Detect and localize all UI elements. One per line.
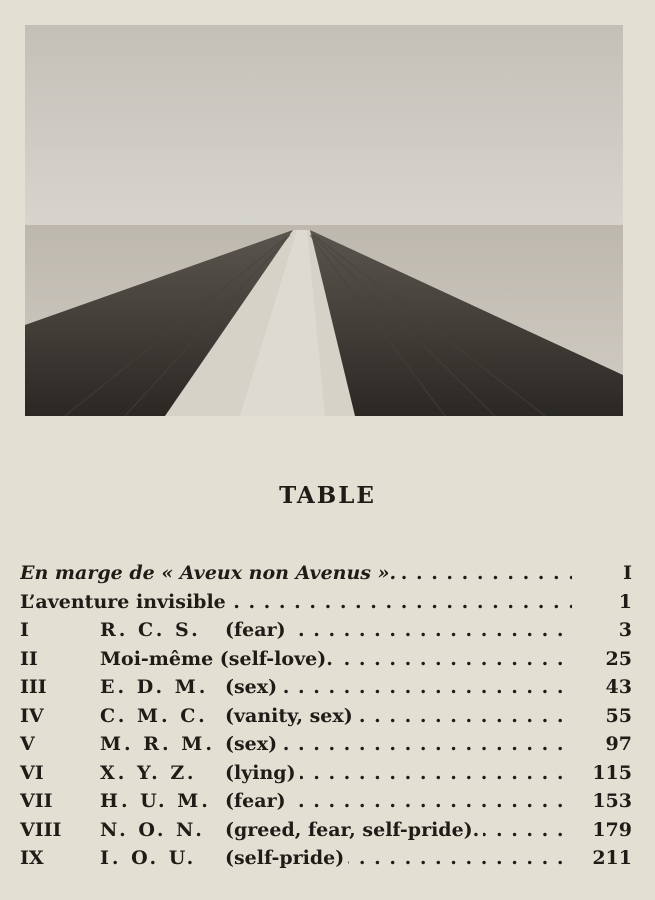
chapter-theme: (fear) [225,619,286,641]
chapter-initials: H. U. M. [100,790,211,812]
toc-entry-preface[interactable] [20,562,632,591]
chapter-number: II [20,647,38,670]
toc-entry-chapter[interactable] [20,762,632,791]
table-of-contents [20,562,632,876]
chapter-initials: R. C. S. [100,619,201,641]
toc-entry-page: 153 [592,790,632,812]
chapter-theme: (self-pride) [225,847,345,869]
chapter-theme: Moi-même (self-love). [100,648,337,670]
chapter-initials: X. Y. Z. [100,761,197,784]
toc-entry-chapter[interactable] [20,733,632,762]
chapter-number: VII [20,790,53,812]
chapter-number: VIII [20,818,62,841]
toc-entry-page: 3 [618,619,632,641]
toc-entry-page: 179 [592,818,632,841]
toc-entry-page: 43 [605,676,632,698]
toc-entry-chapter[interactable] [20,619,632,648]
chapter-number: III [20,676,47,698]
toc-entry-chapter[interactable] [20,819,632,848]
toc-entry-page: 1 [618,590,632,613]
toc-entry-page: 211 [592,847,632,869]
toc-entry-page: I [623,562,632,584]
chapter-theme: (lying) [225,761,296,784]
chapter-theme: (sex) [225,733,278,755]
chapter-initials: M. R. M. [100,733,215,755]
road-image [25,25,623,416]
chapter-initials: C. M. C. [100,704,208,727]
toc-entry-aventure[interactable] [20,591,632,620]
road-photograph [25,25,623,416]
toc-entry-label: En marge de « Aveux non Avenus ». [20,562,400,584]
toc-title: TABLE [279,482,376,509]
toc-entry-page: 115 [592,761,632,784]
toc-entry-chapter[interactable] [20,648,632,677]
chapter-theme: (fear) [225,790,286,812]
chapter-initials: E. D. M. [100,676,209,698]
toc-entry-page: 55 [605,704,632,727]
toc-entry-chapter[interactable] [20,705,632,734]
chapter-number: V [20,733,35,755]
chapter-initials: N. O. N. [100,818,205,841]
chapter-theme: (vanity, sex) [225,704,353,727]
chapter-theme: (sex) [225,676,278,698]
toc-entry-chapter[interactable] [20,847,632,876]
chapter-number: VI [20,761,44,784]
toc-entry-chapter[interactable] [20,676,632,705]
toc-entry-chapter[interactable] [20,790,632,819]
chapter-number: IV [20,704,44,727]
chapter-number: IX [20,847,44,869]
chapter-number: I [20,619,29,641]
toc-entry-page: 97 [605,733,632,755]
chapter-theme: (greed, fear, self-pride). [225,818,480,841]
toc-entry-label: L’aventure invisible [20,591,230,613]
toc-entry-page: 25 [605,647,632,670]
chapter-initials: I. O. U. [100,847,197,869]
